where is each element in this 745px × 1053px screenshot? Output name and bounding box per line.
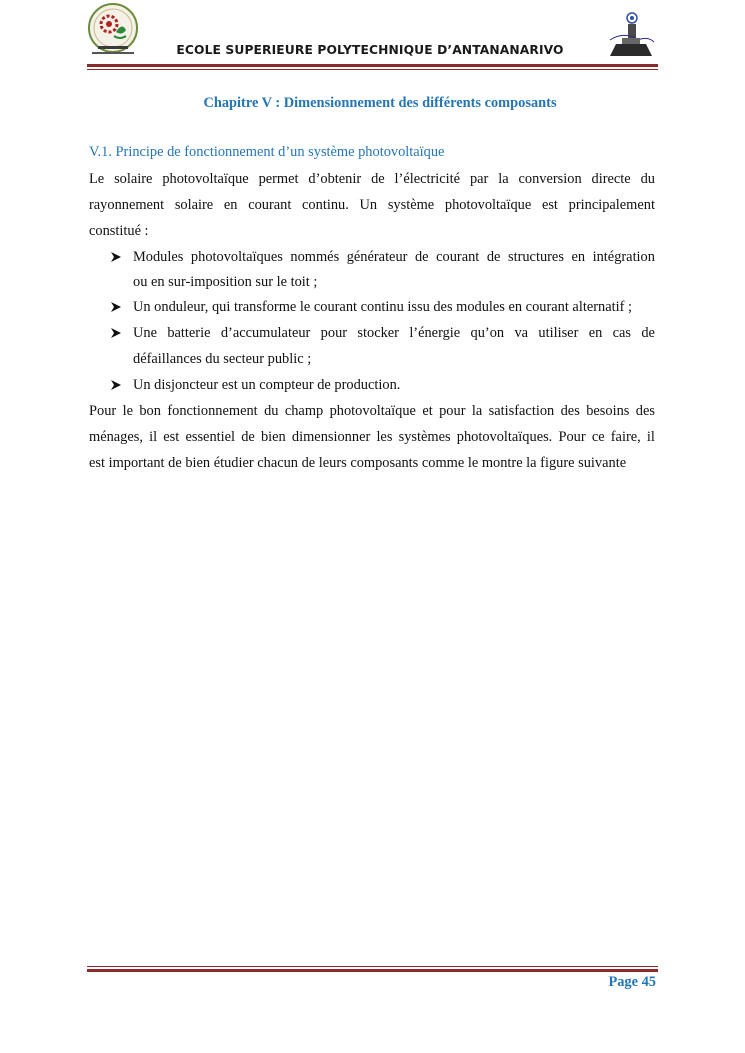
page-number: Page 45 xyxy=(608,974,656,990)
word: solaire xyxy=(174,197,214,213)
paragraph2-line2 xyxy=(89,427,655,447)
paragraph2-line1 xyxy=(89,401,655,421)
word: intégration xyxy=(592,249,655,265)
word: besoins xyxy=(586,403,630,419)
word: Le xyxy=(89,171,105,187)
bullet4-line1: Un disjoncteur est un compteur de production. xyxy=(133,377,401,393)
word: ménages, xyxy=(89,429,143,445)
word: de xyxy=(371,171,385,187)
word: il xyxy=(149,429,158,445)
word: batterie xyxy=(167,325,211,341)
word: l’énergie xyxy=(409,325,461,341)
word: bon xyxy=(139,403,161,419)
word: des xyxy=(560,403,580,419)
word: courant xyxy=(248,197,292,213)
word: cas xyxy=(612,325,632,341)
word: utiliser xyxy=(538,325,579,341)
chapter-title: Chapitre V : Dimensionnement des différents composants xyxy=(203,95,557,111)
word: fonctionnement xyxy=(167,403,258,419)
footer-rule-thin xyxy=(87,966,658,967)
word: qu’on xyxy=(470,325,505,341)
bullet3-line1 xyxy=(133,323,655,343)
word: photovoltaïques. xyxy=(456,429,553,445)
word: du xyxy=(264,403,279,419)
word: et xyxy=(422,403,433,419)
word: pour xyxy=(439,403,466,419)
bullet3-line2: défaillances du secteur public ; xyxy=(133,351,312,367)
word: la xyxy=(498,171,509,187)
paragraph1-line1 xyxy=(89,169,655,189)
word: photovoltaïque xyxy=(329,403,416,419)
industrial-engineering-logo-icon xyxy=(602,8,658,62)
word: systèmes xyxy=(398,429,451,445)
word: l’électricité xyxy=(394,171,461,187)
word: satisfaction xyxy=(488,403,555,419)
word: dimensionner xyxy=(291,429,371,445)
word: faire, xyxy=(610,429,641,445)
arrow-bullet-icon xyxy=(110,327,122,339)
word: système xyxy=(387,197,435,213)
word: essentiel xyxy=(185,429,236,445)
word: permet xyxy=(258,171,299,187)
word: en xyxy=(223,197,238,213)
header-rule-thin xyxy=(87,69,658,70)
word: ce xyxy=(591,429,605,445)
arrow-bullet-icon xyxy=(110,379,122,391)
word: Modules xyxy=(133,249,184,265)
word: le xyxy=(122,403,133,419)
word: continu. xyxy=(302,197,349,213)
header-title: ECOLE SUPERIEURE POLYTECHNIQUE D’ANTANANARIVO xyxy=(176,43,564,57)
word: en xyxy=(571,249,586,265)
word: pour xyxy=(320,325,348,341)
word: est xyxy=(541,197,558,213)
word: Pour xyxy=(89,403,117,419)
word: stocker xyxy=(357,325,399,341)
word: Pour xyxy=(558,429,586,445)
word: générateur xyxy=(346,249,408,265)
word: Une xyxy=(133,325,157,341)
word: rayonnement xyxy=(89,197,165,213)
word: va xyxy=(514,325,529,341)
word: nommés xyxy=(290,249,340,265)
word: directe xyxy=(591,171,631,187)
bullet1-line1 xyxy=(133,247,655,267)
header-rule xyxy=(87,64,658,67)
bullet1-line2: ou en sur-imposition sur le toit ; xyxy=(133,274,318,290)
word: du xyxy=(640,171,655,187)
word: les xyxy=(376,429,393,445)
bullet2-line1: Un onduleur, qui transforme le courant continu issu des modules en courant alternatif ; xyxy=(133,299,632,315)
word: de xyxy=(414,249,429,265)
arrow-bullet-icon xyxy=(110,301,122,313)
word: photovoltaïque xyxy=(444,197,532,213)
word: il xyxy=(646,429,655,445)
paragraph1-line2 xyxy=(89,195,655,215)
word: est xyxy=(163,429,180,445)
word: de xyxy=(641,325,655,341)
footer-rule xyxy=(87,969,658,972)
word: la xyxy=(471,403,483,419)
word: par xyxy=(469,171,489,187)
word: structures xyxy=(507,249,564,265)
word: en xyxy=(588,325,603,341)
word: d’obtenir xyxy=(308,171,362,187)
word: bien xyxy=(260,429,286,445)
word: solaire xyxy=(114,171,153,187)
word: photovoltaïque xyxy=(162,171,249,187)
word: conversion xyxy=(518,171,582,187)
word: de xyxy=(486,249,501,265)
section-title: V.1. Principe de fonctionnement d’un système photovoltaïque xyxy=(89,144,445,160)
word: champ xyxy=(284,403,324,419)
word: photovoltaïques xyxy=(190,249,283,265)
word: courant xyxy=(436,249,480,265)
word: Un xyxy=(359,197,378,213)
word: principalement xyxy=(568,197,655,213)
word: de xyxy=(241,429,255,445)
paragraph2-line3: est important de bien étudier chacun de leurs composants comme le montre la figure suivante xyxy=(89,455,627,471)
word: des xyxy=(635,403,655,419)
paragraph1-line3: constitué : xyxy=(89,223,149,239)
esp-logo-icon xyxy=(86,2,140,58)
arrow-bullet-icon xyxy=(110,251,122,263)
word: d’accumulateur xyxy=(220,325,311,341)
